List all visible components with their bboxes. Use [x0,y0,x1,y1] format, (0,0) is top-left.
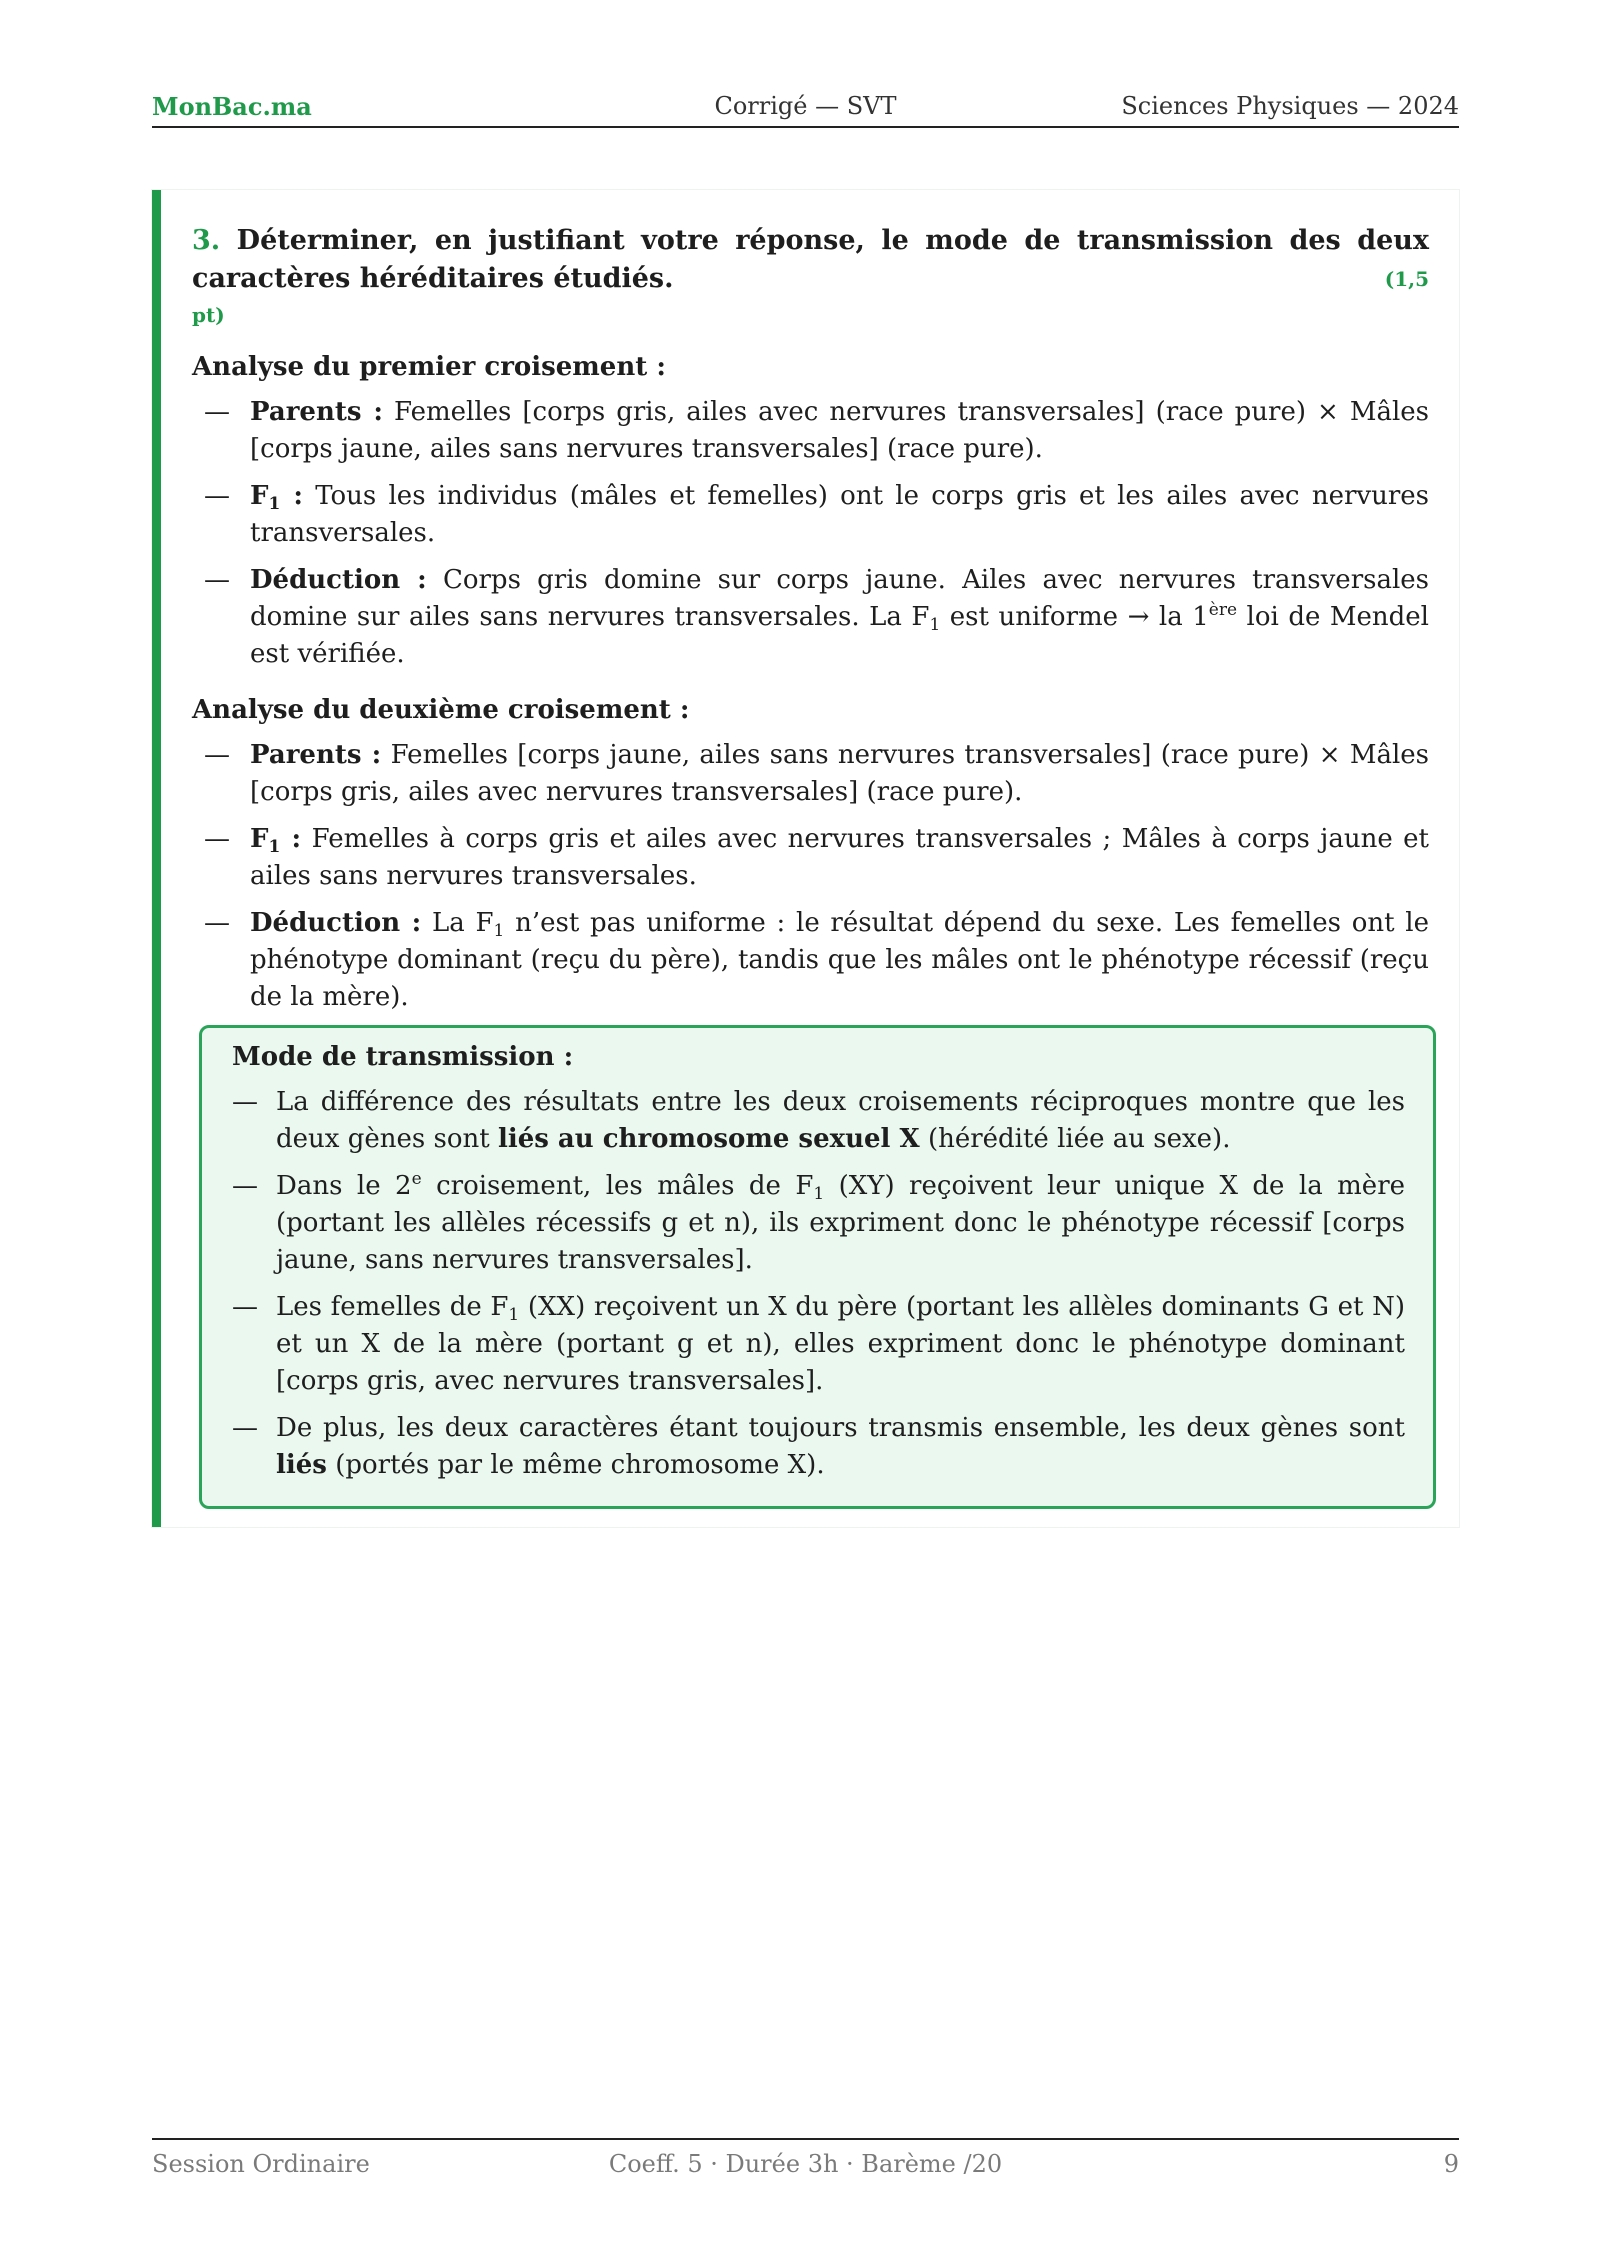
page-footer [152,2138,1459,2180]
parents-text: Femelles [corps jaune, ailes sans nervures transversales] (race pure) × Mâles [corps gris, ailes avec nervures transversales] (race pure). [250,740,1430,807]
f1-label: $F_1$ : [250,824,302,857]
f1-label: $F_1$ : [250,481,303,514]
cross2-list [192,737,1429,1016]
points-value: (1,5 [1384,267,1429,291]
page-number: 9 [1443,2150,1459,2178]
cross2-title: Analyse du deuxième croisement : [192,695,690,725]
question-content [192,222,1429,1026]
list-item [192,737,1429,811]
list-item [192,478,1429,552]
transmission-list [232,1084,1405,1484]
points-continuation: pt) [192,303,225,327]
header-exam: Sciences Physiques — 2024 [1121,92,1459,120]
cross1-list [192,394,1429,673]
parents-text: Femelles [corps gris, ailes avec nervures transversales] (race pure) × Mâles [corps jaune, ailes sans nervures transversales] (race pure). [250,397,1430,464]
list-item: — La différence des résultats entre les deux croisements réciproques montre que les deux gènes sont liés au chromosome sexuel X (hérédité liée au sexe). [232,1084,1405,1158]
page-header [152,90,1459,128]
transmission-box [199,1025,1436,1509]
deduction-label: Déduction : [250,908,422,938]
list-item: — Les femelles de $F_1$ (XX) reçoivent un X du père (portant les allèles dominants G et N) et un X de la mère (portant g et n), elles expriment donc le phénotype dominant [corps gris, avec nervures transversales]. [232,1289,1405,1400]
list-item [192,394,1429,468]
question-number: 3. [192,225,221,256]
question-box [152,190,1459,1527]
question-text: Déterminer, en justifiant votre réponse, le mode de transmission des deux caractères héréditaires étudiés. [192,225,1429,294]
list-item: — Déduction : La $F_1$ n’est pas uniforme : le résultat dépend du sexe. Les femelles ont le phénotype dominant (reçu du père), tandis que les mâles ont le phénotype récessif (reçu de la mère). [192,905,1429,1016]
list-item: — De plus, les deux caractères étant toujours transmis ensemble, les deux gènes sont liés (portés par le même chromosome X). [232,1410,1405,1484]
header-subject: Corrigé — SVT [714,92,897,120]
deduction-label: Déduction : [250,565,427,595]
parents-label: Parents : [250,397,383,427]
footer-session: Session Ordinaire [152,2150,370,2178]
f1-text: Femelles à corps gris et ailes avec nervures transversales ; Mâles à corps jaune et ailes sans nervures transversales. [250,824,1429,891]
transmission-title: Mode de transmission : [232,1042,574,1072]
footer-info: Coeff. 5 · Durée 3h · Barème /20 [608,2150,1003,2178]
list-item [192,821,1429,895]
cross1-title: Analyse du premier croisement : [192,352,666,382]
f1-text: Tous les individus (mâles et femelles) ont le corps gris et les ailes avec nervures transversales. [250,481,1429,548]
list-item: — Déduction : Corps gris domine sur corps jaune. Ailes avec nervures transversales domine sur ailes sans nervures transversales. La $F_1$ est uniforme → la 1ère loi de Mendel est vérifiée. [192,562,1429,673]
brand-name: MonBac.ma [152,92,312,121]
list-item: — Dans le 2e croisement, les mâles de $F_1$ (XY) reçoivent leur unique X de la mère (portant les allèles récessifs g et n), ils expriment donc le phénotype récessif [corps jaune, sans nervures transversales]. [232,1168,1405,1279]
parents-label: Parents : [250,740,382,770]
